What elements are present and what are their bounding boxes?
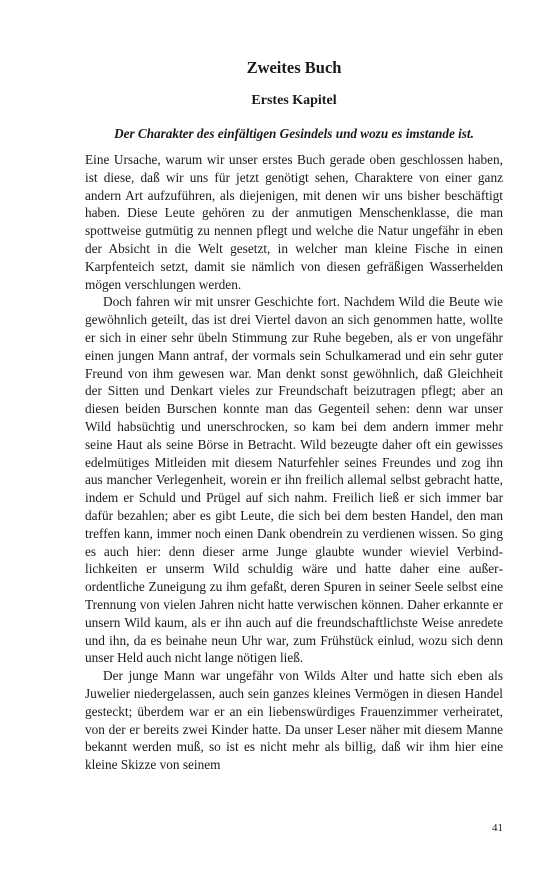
- paragraph: Doch fahren wir mit unsrer Geschichte fort. Nachdem Wild die Beute wie gewöhnlich geteilt, das ist drei Viertel davon an sich genommen hatte, wollte er sich in einer sehr übeln Stimmung zur Ruhe begeben, als er von ungefähr einen jungen Mann antraf, der vormals sein Schulkamerad und ein sehr guter Freund von ihm gewesen war. Man denkt sonst gewöhnlich, daß Gleichheit der Sitten und Denkart vieles zur Freundschaft beizutragen pflegt; aber an diesen beiden Burschen konnte man das Gegenteil sehen: denn war unser Wild habsüchtig und unerschrocken, so kam bei dem andern immer mehr seine Haut als seine Börse in Betracht. Wild bezeugte daher oft ein gewisses edelmütiges Mitleiden mit diesem Naturfehler seines Freundes und zog ihn aus mancher Verlegenheit, worein er ihn freilich allemal selbst gebracht hatte, indem er Schuld und Prügel auf sich nahm. Freilich ließ er sich immer bar dafür bezahlen; aber es gibt Leute, die sich bei dem besten Handel, den man treffen kann, immer noch einen Dank obendrein zu verdienen wissen. So ging es auch hier: denn dieser arme Junge glaubte wunder wieviel Verbindlichkeiten er unserm Wild schuldig wäre und hatte daher eine außerordentliche Zuneigung zu ihm gefaßt, deren Spuren in seiner Seele selbst eine Trennung von vielen Jahren nicht hatte verwischen können. Daher erkannte er unsern Wild kaum, als er ihn auch auf die freundschaftlichste Weise anredete und ihn, da es beinahe neun Uhr war, zum Frühstück einlud, wozu sich denn unser Held auch nicht lange nötigen ließ.: [85, 294, 503, 666]
- book-title: Zweites Buch: [246, 58, 342, 77]
- paragraph: Der junge Mann war ungefähr von Wilds Alter und hatte sich eben als Juwelier niedergelassen, auch sein ganzes kleines Vermögen in diesen Handel gesteckt; überdem war er an ein liebenswürdiges Frauenzimmer verheiratet, von der er bereits zwei Kinder hatte. Da unser Leser näher mit diesem Manne bekannt werden muß, so ist es nicht mehr als billig, daß wir ihm hier eine kleine Skizze von seinem: [85, 668, 503, 773]
- chapter-summary: Der Charakter des einfältigen Gesindels und wozu es imstande ist.: [114, 126, 474, 141]
- paragraph: Eine Ursache, warum wir unser erstes Buch gerade oben geschlossen haben, ist diese, daß wir uns für jetzt genötigt sehen, Charaktere von einer ganz andern Art aufzuführen, als diejenigen, mit denen wir uns bisher beschäftigt haben. Diese Leute gehören zu der anmutigen Menschenklasse, die man spottweise gutmütig zu nennen pflegt und welche die Natur ungefähr in eben der Absicht in die Welt gesetzt, in welcher man kleine Fische in einen Karpfenteich setzt, damit sie nämlich von diesen gefräßigen Wasserhelden mögen verschlungen werden.: [85, 152, 503, 292]
- page-number: 41: [492, 822, 503, 834]
- body-text: [85, 151, 503, 774]
- chapter-title: Erstes Kapitel: [251, 93, 337, 108]
